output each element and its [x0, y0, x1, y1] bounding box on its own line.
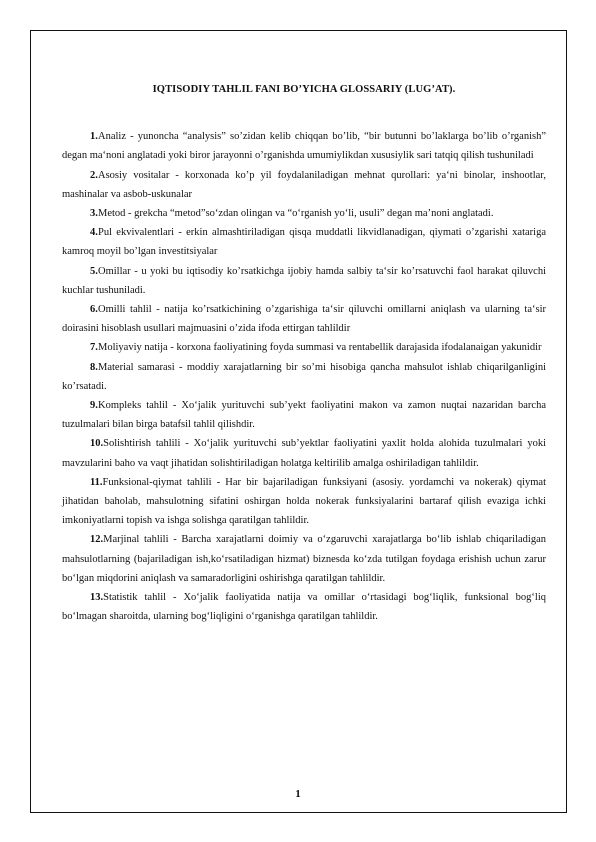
glossary-entry: [62, 473, 546, 531]
glossary-entry: [62, 223, 546, 261]
entry-number: 13.: [90, 592, 104, 604]
entry-text: Statistik tahlil - Xo‘jalik faoliyatida natija va omillar o‘rtasidagi bog‘liqlik, funksional bog‘liq bo‘lmagan sharoitda, ularning bog‘liqligini o‘rganishga qaratilgan tahlildir.: [62, 592, 546, 623]
entry-number: 1.: [90, 131, 98, 143]
entry-text: Metod - grekcha “metod”so‘zdan olingan va “o‘rganish yo‘li, usuli” degan ma’noni anglatadi.: [98, 208, 494, 220]
entry-text: Solishtirish tahlili - Xo‘jalik yurituvchi sub’yektlar faoliyatini yaxlit holda alohida tuzulmalari yoki mavzularini baho va vaqt jihatidan solishtiriladigan holatga keltirilib amalga oshiriladigan tahlildir.: [62, 438, 546, 469]
entry-number: 10.: [90, 438, 104, 450]
entry-text: Moliyaviy natija - korxona faoliyatining foyda summasi va rentabellik darajasida ifodalanaigan yakunidir: [98, 342, 542, 354]
entry-text: Marjinal tahlili - Barcha xarajatlarni doimiy va o‘zgaruvchi xarajatlarga bo‘lib ishlab chiqariladigan mahsulotlarning (bajariladigan ish,ko‘rsatiladigan hizmat) biznesda ko‘zda tutilgan foydaga erishish uchun zarur bo‘lgan miqdorini aniqlash va samaradorligini oshirishga qaratilgan tahlildir.: [62, 534, 546, 584]
entry-number: 4.: [90, 227, 98, 239]
entry-number: 3.: [90, 208, 98, 220]
glossary-entry: [62, 338, 546, 357]
document-title: IQTISODIY TAHLIL FANI BO’YICHA GLOSSARIY (LUG’AT).: [152, 84, 456, 95]
entry-text: Asosiy vositalar - korxonada ko’p yil foydalaniladigan mehnat qurollari: ya‘ni binolar, inshootlar, mashinalar va asbob-uskunalar: [62, 169, 546, 200]
entry-text: Pul ekvivalentlari - erkin almashtiriladigan qisqa muddatli likvidlanadigan, qiymati o’zgarishi xatariga kamroq moyil bo’lgan investitsiyalar: [62, 227, 546, 258]
entry-text: Funksional-qiymat tahlili - Har bir bajariladigan funksiyani (asosiy. yordamchi va nokerak) qiymat jihatidan baholab, mahsulotning sifatini oshirgan holda nokerak funksiyalarini bartaraf qilish evaziga ichki imkoniyatlarni topish va ishga solishga qaratilgan tahlildir.: [62, 476, 546, 527]
entry-number: 5.: [90, 265, 98, 277]
glossary-entry: [62, 358, 546, 396]
glossary-entry: [62, 262, 546, 300]
page-number: 1: [295, 788, 301, 800]
document-body: [62, 80, 546, 626]
entry-text: Material samarasi - moddiy xarajatlarning bir so’mi hisobiga qancha mahsulot ishlab chiqarilganligini ko’rsatadi.: [62, 361, 546, 392]
glossary-entry: [62, 127, 546, 165]
glossary-entry: [62, 530, 546, 588]
entry-text: Analiz - yunoncha “analysis” so’zidan kelib chiqqan bo’lib, “bir butunni bo’laklarga bo’lib o’rganish” degan ma‘noni anglatadi yoki biror jarayonni o’rganishda umumiylikdan xususiylik sari tatqiq qilish tushuniladi: [62, 131, 546, 162]
glossary-entry: [62, 588, 546, 626]
entry-number: 2.: [90, 169, 98, 181]
glossary-entry: [62, 300, 546, 338]
entry-number: 11.: [90, 476, 103, 488]
entry-text: Omilli tahlil - natija ko’rsatkichining o’zgarishiga ta‘sir qiluvchi omillarni aniqlash va ularning ta‘sir doirasini hisoblash usullari majmuasini o’zida ifoda ettirgan tahlildir: [62, 304, 546, 335]
glossary-entry: [62, 204, 546, 223]
entry-number: 6.: [90, 304, 98, 316]
glossary-entry: [62, 166, 546, 204]
glossary-entry: [62, 396, 546, 434]
entry-number: 12.: [90, 534, 104, 546]
entry-number: 7.: [90, 342, 98, 354]
entry-text: Omillar - u yoki bu iqtisodiy ko’rsatkichga ijobiy hamda salbiy ta‘sir ko’rsatuvchi faol harakat qiluvchi kuchlar tushuniladi.: [62, 265, 546, 296]
entry-number: 9.: [90, 400, 98, 412]
glossary-entry: [62, 434, 546, 472]
entry-number: 8.: [90, 361, 98, 373]
entry-text: Kompleks tahlil - Xo‘jalik yurituvchi sub’yekt faoliyatini makon va zamon nuqtai nazaridan barcha tuzulmalari bilan birga batafsil tahlil qilishdir.: [62, 400, 546, 431]
